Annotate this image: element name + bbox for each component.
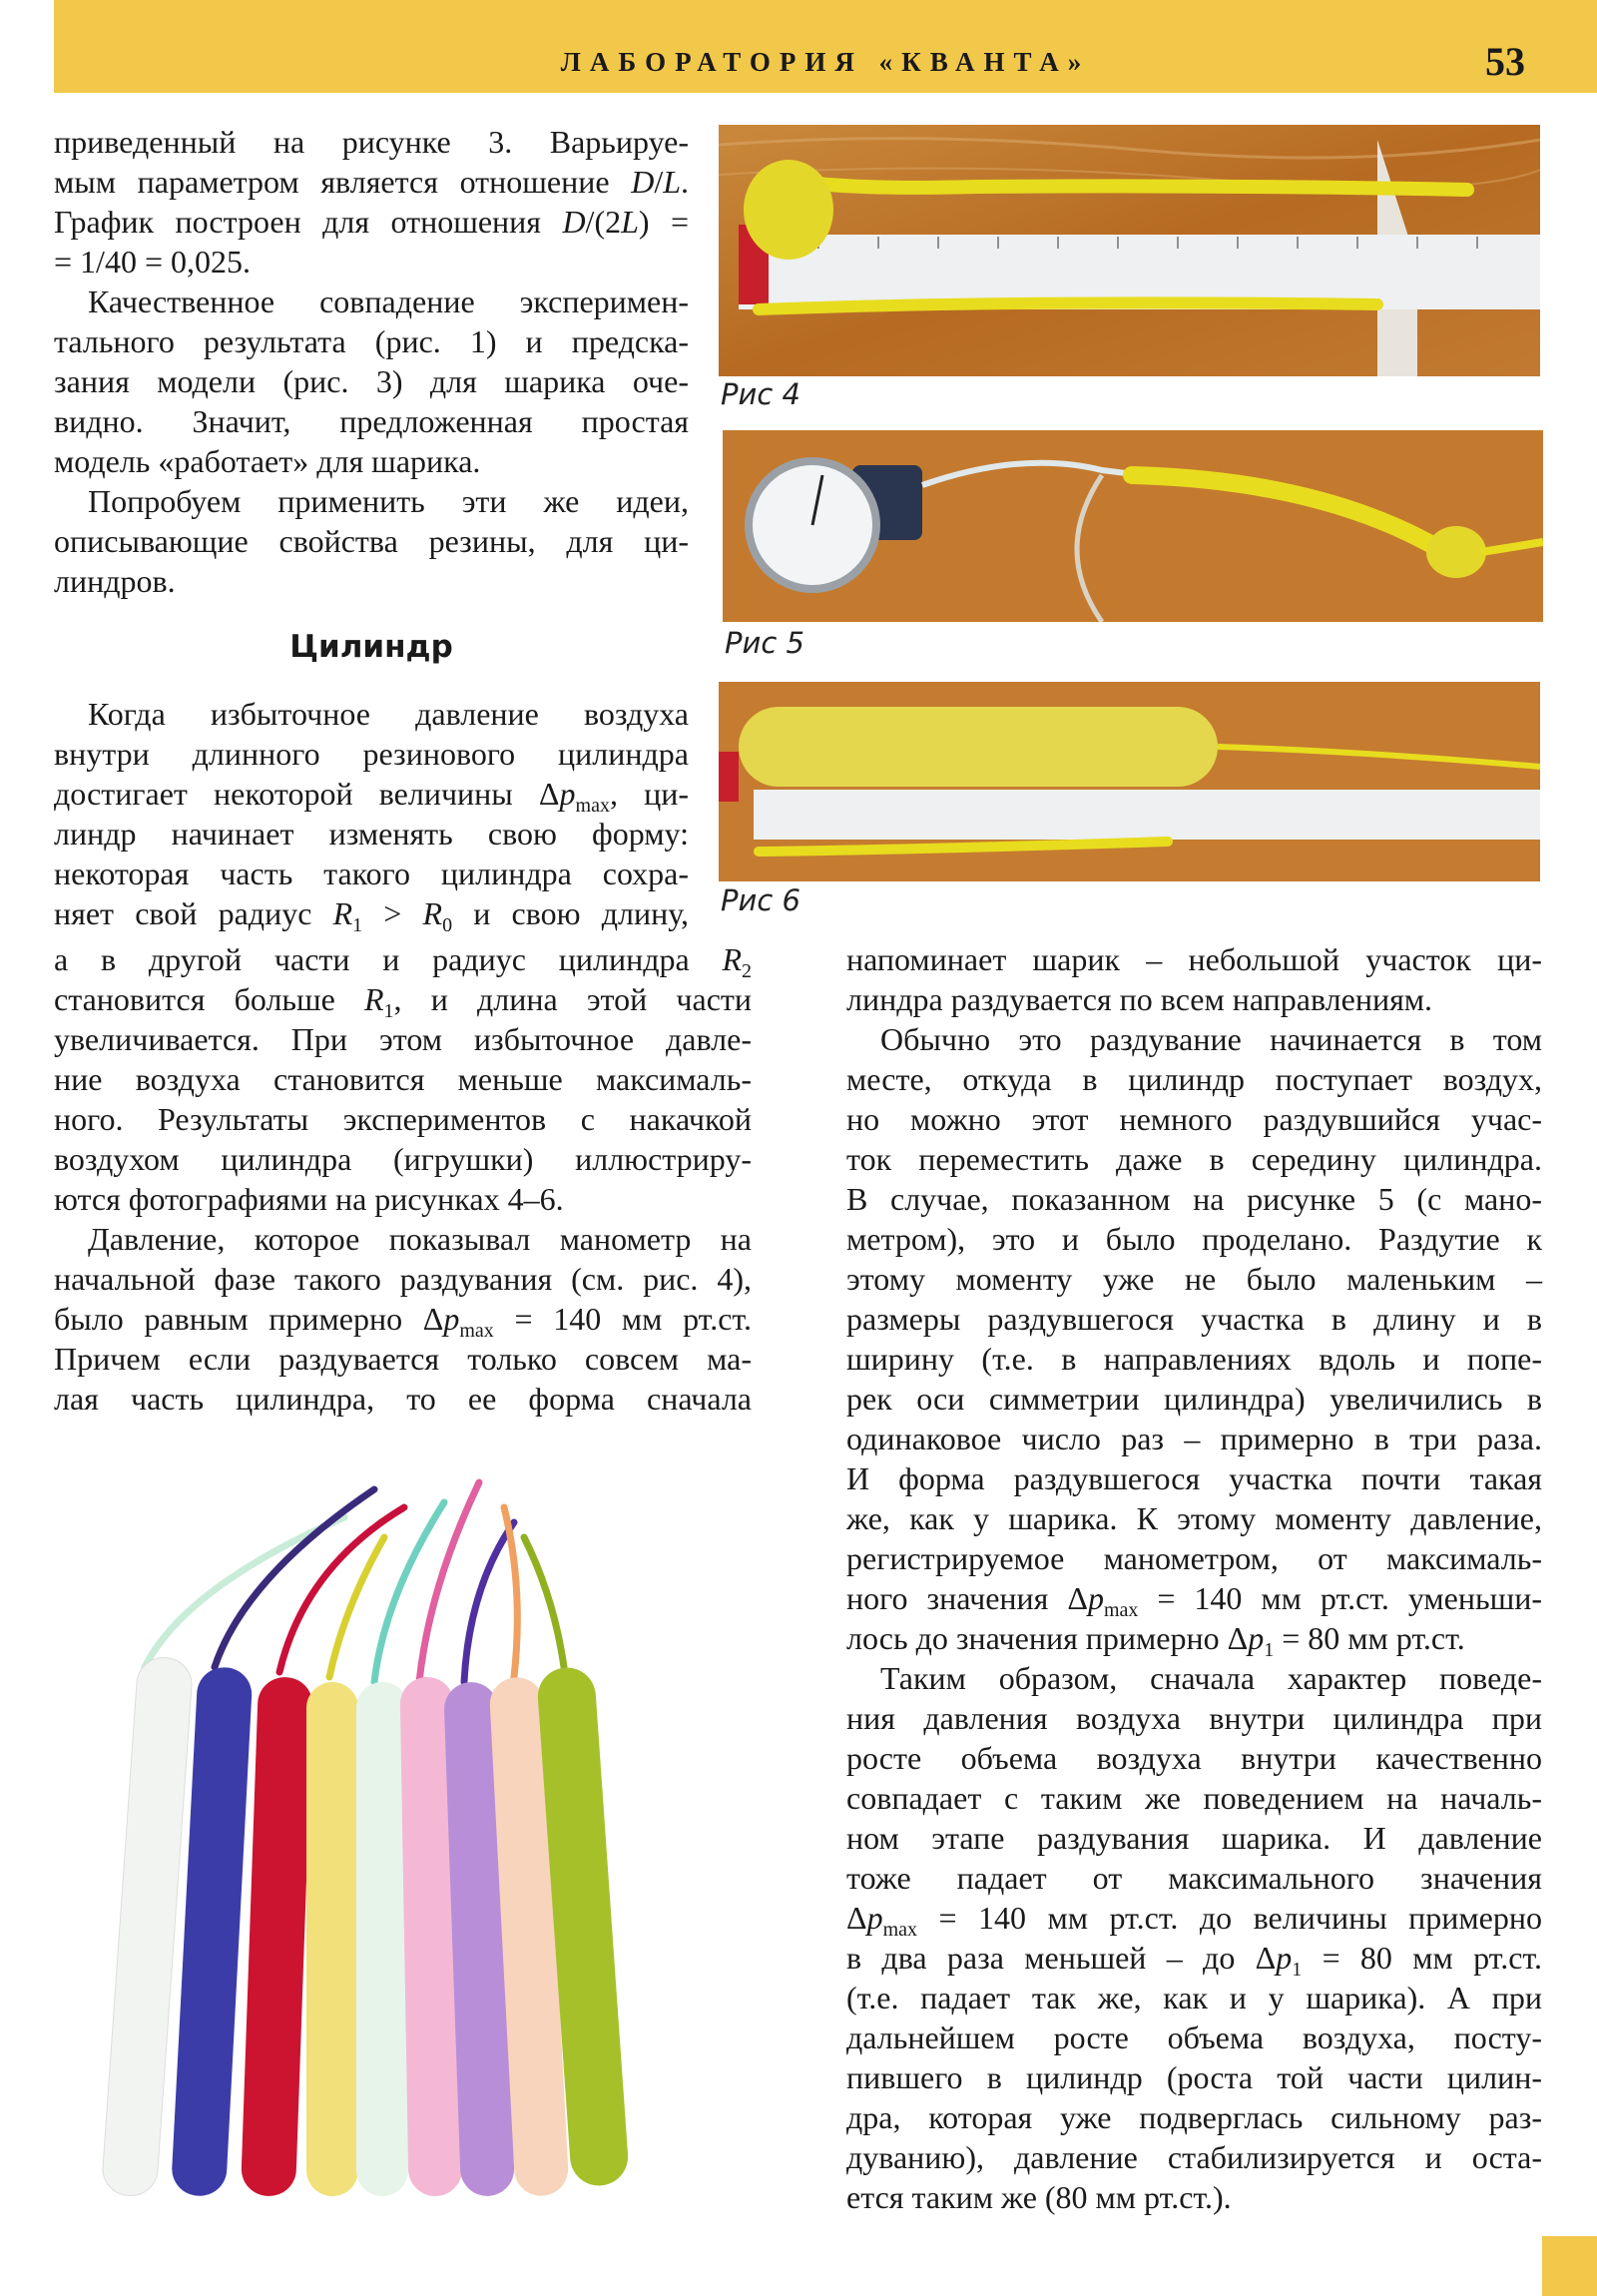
text-line: Качественное совпадение эксперимен- xyxy=(88,284,689,319)
text-line: регистрируемое манометром, от максималь- xyxy=(846,1540,1542,1576)
left-top-text xyxy=(54,122,689,601)
text-line: тального результата (рис. 1) и предска- xyxy=(54,323,689,359)
text-line: модель «работает» для шарика. xyxy=(54,443,481,479)
text-line: но можно этот немного раздувшийся учас- xyxy=(846,1101,1542,1137)
text-line: одинаковое число раз – примерно в три раза. xyxy=(846,1421,1542,1456)
text-line: дра, которая уже подверглась сильному раз- xyxy=(846,2099,1542,2135)
text-line: напоминает шарик – небольшой участок ци- xyxy=(846,941,1542,977)
text-line: начальной фазе такого раздувания (см. рис. 4), xyxy=(54,1261,752,1297)
text-line: же, как у шарика. К этому моменту давление, xyxy=(846,1500,1542,1536)
text-line: няет свой радиус $R_1 > R_0$ и свою длину, xyxy=(54,895,689,936)
section-title: ЛАБОРАТОРИЯ «КВАНТА» xyxy=(560,47,1091,77)
text-line: ются фотографиями на рисунках 4–6. xyxy=(54,1181,564,1217)
text-line: совпадает с таким же поведением на началь- xyxy=(846,1780,1542,1816)
text-line: Попробуем применить эти же идеи, xyxy=(88,483,689,519)
text-line: воздухом цилиндра (игрушки) иллюстриру- xyxy=(54,1141,752,1177)
figure-4-caption: Рис 4 xyxy=(721,377,800,411)
text-line: рек оси симметрии цилиндра) увеличились в xyxy=(846,1381,1542,1417)
text-line: метром), это и было проделано. Раздутие к xyxy=(846,1221,1542,1257)
text-line: дуванию), давление стабилизируется и оста- xyxy=(846,2139,1542,2175)
inflated-cylinder-image xyxy=(719,682,1540,881)
text-line: а в другой части и радиус цилиндра $R_2$ xyxy=(54,941,752,982)
text-line: ется таким же (80 мм рт.ст.). xyxy=(846,2179,1232,2215)
left-column-bottom xyxy=(54,939,752,1419)
text-line: в два раза меньшей – до $\Delta p_1 = 80$ мм рт.ст. xyxy=(846,1940,1543,1981)
corner-tab xyxy=(1542,2236,1597,2296)
text-line: росте объема воздуха внутри качественно xyxy=(846,1740,1542,1776)
text-line: В случае, показанном на рисунке 5 (с мано- xyxy=(846,1181,1542,1217)
text-line: ток переместить даже в середину цилиндра. xyxy=(846,1141,1542,1177)
text-line: было равным примерно $\Delta p_{max} = 140$ мм рт.ст. xyxy=(54,1301,753,1342)
figure-5-photo xyxy=(723,430,1543,622)
text-line: месте, откуда в цилиндр поступает воздух, xyxy=(846,1061,1542,1097)
text-line: График построен для отношения D/(2L) = xyxy=(54,204,690,240)
text-line: ном этапе раздувания шарика. И давление xyxy=(846,1820,1542,1856)
text-line: мым параметром является отношение D/L. xyxy=(54,164,689,200)
text-line: Когда избыточное давление воздуха xyxy=(88,696,689,732)
text-line: (т.е. падает так же, как и у шарика). А при xyxy=(846,1980,1542,2015)
text-line: внутри длинного резинового цилиндра xyxy=(54,736,689,772)
text-line: $\Delta p_{max} = 140$ мм рт.ст. до величины примерно xyxy=(846,1900,1542,1941)
text-line: видно. Значит, предложенная простая xyxy=(54,403,689,439)
text-line: линдра раздувается по всем направлениям. xyxy=(846,981,1433,1017)
long-balloons-photo xyxy=(85,1467,664,2216)
text-line: И форма раздувшегося участка почти такая xyxy=(846,1460,1542,1496)
text-line: лая часть цилиндра, то ее форма сначала xyxy=(54,1381,752,1417)
figure-4-photo xyxy=(719,125,1540,376)
text-line: некоторая часть такого цилиндра сохра- xyxy=(54,856,689,891)
right-column xyxy=(846,939,1542,2217)
text-line: увеличивается. При этом избыточное давле- xyxy=(54,1021,752,1057)
running-header xyxy=(54,0,1597,93)
text-line: Давление, которое показывал манометр на xyxy=(88,1221,752,1257)
text-line: дальнейшем росте объема воздуха, посту- xyxy=(846,2019,1542,2055)
text-line: ние воздуха становится меньше максималь- xyxy=(54,1061,752,1097)
text-line: тоже падает от максимального значения xyxy=(846,1860,1542,1896)
text-line: этому моменту уже не было маленьким – xyxy=(846,1261,1542,1297)
left-bottom-text xyxy=(54,939,752,1419)
text-line: описывающие свойства резины, для ци- xyxy=(54,523,689,559)
section-heading: Цилиндр xyxy=(289,629,453,665)
text-line: зания модели (рис. 3) для шарика оче- xyxy=(54,363,689,399)
text-line: = 1/40 = 0,025. xyxy=(54,244,251,280)
figure-6-caption: Рис 6 xyxy=(721,883,800,917)
balloon-with-ruler-image xyxy=(719,125,1540,376)
page-number: 53 xyxy=(1485,39,1525,84)
colored-balloons-image xyxy=(85,1467,664,2216)
text-line: ного значения $\Delta p_{max} = 140$ мм рт.ст. уменьши- xyxy=(846,1580,1543,1621)
text-line: становится больше $R_1$, и длина этой части xyxy=(54,981,752,1022)
text-line: линдр начинает изменять свою форму: xyxy=(54,816,689,852)
right-text xyxy=(846,939,1542,2217)
text-line: лось до значения примерно $\Delta p_1 = 80$ мм рт.ст. xyxy=(846,1620,1465,1661)
figure-6-photo xyxy=(719,682,1540,881)
left-mid-text xyxy=(54,694,690,936)
text-line: пившего в цилиндр (роста той части цилин- xyxy=(846,2059,1542,2095)
text-line: приведенный на рисунке 3. Варьируе- xyxy=(54,124,689,160)
text-line: Таким образом, сначала характер поведе- xyxy=(880,1660,1542,1696)
text-line: Обычно это раздувание начинается в том xyxy=(880,1021,1542,1057)
text-line: достигает некоторой величины $\Delta p_{max}$, ци- xyxy=(54,776,690,817)
left-column-top xyxy=(54,122,690,936)
text-line: ния давления воздуха внутри цилиндра при xyxy=(846,1700,1542,1736)
figure-5-caption: Рис 5 xyxy=(725,626,804,660)
text-line: размеры раздувшегося участка в длину и в xyxy=(846,1301,1542,1337)
manometer-balloon-image xyxy=(723,430,1543,622)
text-line: линдров. xyxy=(54,563,176,599)
text-line: ного. Результаты экспериментов с накачкой xyxy=(54,1101,752,1137)
text-line: Причем если раздувается только совсем ма- xyxy=(54,1341,752,1377)
text-line: ширину (т.е. в направлениях вдоль и попе- xyxy=(846,1341,1542,1377)
